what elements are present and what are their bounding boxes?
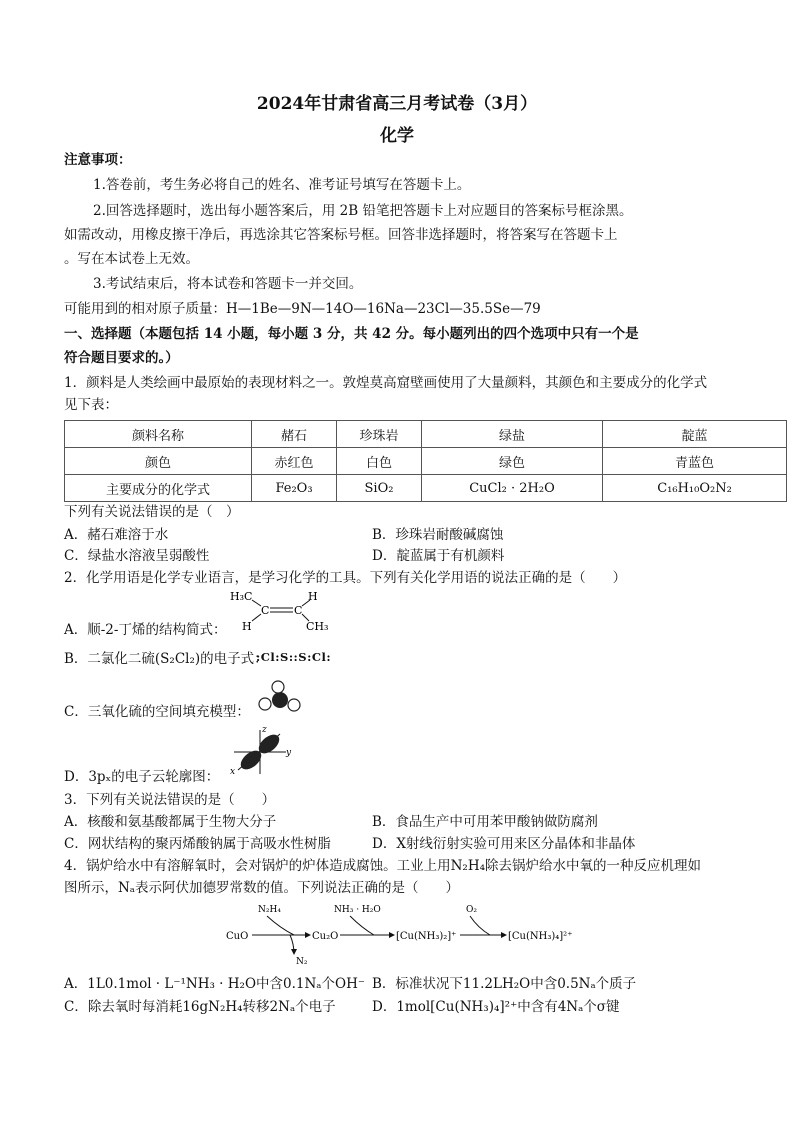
q3-option-c: C．网状结构的聚丙烯酸钠属于高吸水性树脂	[64, 836, 331, 852]
table-cell: 颜色	[65, 448, 252, 475]
s2cl2-electron-formula: :Cl:S::S:Cl:	[256, 650, 332, 664]
axis-label-x: x	[230, 767, 236, 777]
mol-label-c2: C	[294, 604, 303, 617]
pigment-table	[64, 420, 787, 502]
table-cell: 赭石	[252, 421, 337, 448]
q1-option-d: D．靛蓝属于有机颜料	[372, 548, 505, 564]
table-cell: 青蓝色	[603, 448, 787, 475]
reaction-mechanism-diagram	[222, 898, 572, 970]
diagram-nh3h2o: NH₃ · H₂O	[334, 905, 381, 915]
q1-option-b: B．珍珠岩耐酸碱腐蚀	[372, 527, 504, 543]
diagram-n2h4: N₂H₄	[258, 905, 281, 915]
table-row	[65, 475, 787, 502]
atomic-mass-line: 可能用到的相对原子质量：H—1Be—9N—14O—16Na—23Cl—35.5Se—79	[64, 301, 541, 317]
notice-item-1: 1.答卷前，考生务必将自己的姓名、准考证号填写在答题卡上。	[93, 177, 471, 193]
q4-option-b: B．标准状况下11.2LH₂O中含0.5Nₐ个质子	[372, 976, 637, 992]
3px-orbital-diagram	[224, 724, 296, 778]
table-cell: 绿盐	[422, 421, 603, 448]
mol-label-h-left: H	[242, 620, 252, 633]
axis-label-y: y	[286, 748, 292, 758]
diagram-cu2o: Cu₂O	[312, 931, 339, 942]
q1-stem-line-1: 1．颜料是人类绘画中最原始的表现材料之一。敦煌莫高窟壁画使用了大量颜料，其颜色和主要成分的化学式	[64, 375, 708, 391]
notice-heading: 注意事项：	[64, 152, 132, 168]
mol-label-c1: C	[261, 604, 270, 617]
notice-item-2-line-2: 如需改动，用橡皮擦干净后，再选涂其它答案标号框。回答非选择题时，将答案写在答题卡上	[64, 227, 618, 243]
table-cell: C₁₆H₁₀O₂N₂	[603, 475, 787, 502]
mol-label-h3c: H₃C	[230, 590, 253, 603]
q2-stem: 2．化学用语是化学专业语言，是学习化学的工具。下列有关化学用语的说法正确的是（ ）	[64, 570, 627, 586]
table-row	[65, 421, 787, 448]
exam-subject: 化学	[380, 126, 414, 146]
table-cell: 珍珠岩	[337, 421, 422, 448]
diagram-complex-1: [Cu(NH₃)₂]⁺	[396, 931, 457, 942]
table-row	[65, 448, 787, 475]
table-cell: Fe₂O₃	[252, 475, 337, 502]
q3-stem: 3．下列有关说法错误的是（ ）	[64, 792, 276, 808]
section-heading-line-1: 一、选择题（本题包括 14 小题，每小题 3 分，共 42 分。每小题列出的四个选项中只有一个是	[64, 326, 639, 342]
q1-option-a: A．赭石难溶于水	[64, 527, 169, 543]
q4-stem-line-2: 图所示，Nₐ表示阿伏加德罗常数的值。下列说法正确的是（ ）	[64, 880, 460, 896]
table-cell: CuCl₂ · 2H₂O	[422, 475, 603, 502]
exam-title: 2024年甘肃省高三月考试卷（3月）	[256, 94, 538, 114]
q2-option-b: B．二氯化二硫(S₂Cl₂)的电子式：	[64, 651, 268, 667]
q1-question: 下列有关说法错误的是（ ）	[64, 504, 240, 520]
q4-option-d: D．1mol[Cu(NH₃)₄]²⁺中含有4Nₐ个σ键	[372, 999, 620, 1015]
diagram-cuo: CuO	[226, 931, 249, 942]
q3-option-a: A．核酸和氨基酸都属于生物大分子	[64, 814, 277, 830]
mol-label-h-top: H	[308, 590, 318, 603]
table-cell: 赤红色	[252, 448, 337, 475]
q1-stem-line-2: 见下表：	[64, 397, 118, 413]
table-cell: 颜料名称	[65, 421, 252, 448]
q3-option-d: D．X射线衍射实验可用来区分晶体和非晶体	[372, 836, 636, 852]
axis-label-z: z	[262, 725, 267, 735]
q1-option-c: C．绿盐水溶液呈弱酸性	[64, 548, 210, 564]
notice-item-3: 3.考试结束后，将本试卷和答题卡一并交回。	[93, 276, 363, 292]
table-cell: 主要成分的化学式	[65, 475, 252, 502]
mol-label-ch3: CH₃	[306, 620, 329, 633]
diagram-o2: O₂	[466, 905, 477, 915]
section-heading-line-2: 符合题目要求的。）	[64, 350, 179, 366]
diagram-complex-2: [Cu(NH₃)₄]²⁺	[508, 931, 572, 942]
notice-item-2-line-3: 。写在本试卷上无效。	[64, 251, 199, 267]
cis-2-butene-structure	[228, 586, 338, 634]
q4-option-a: A．1L0.1mol · L⁻¹NH₃ · H₂O中含0.1Nₐ个OH⁻	[64, 976, 365, 992]
q4-stem-line-1: 4．锅炉给水中有溶解氧时，会对锅炉的炉体造成腐蚀。工业上用N₂H₄除去锅炉给水中氧的一种反应机理如	[64, 858, 701, 874]
so3-space-filling-model	[254, 680, 306, 716]
table-cell: 白色	[337, 448, 422, 475]
q4-option-c: C．除去氧时每消耗16gN₂H₄转移2Nₐ个电子	[64, 999, 336, 1015]
diagram-n2: N₂	[296, 957, 308, 967]
table-cell: SiO₂	[337, 475, 422, 502]
q2-option-a: A．顺-2-丁烯的结构简式：	[64, 622, 227, 638]
q2-option-d: D．3pₓ的电子云轮廓图：	[64, 769, 220, 785]
table-cell: 绿色	[422, 448, 603, 475]
q2-option-c: C．三氧化硫的空间填充模型：	[64, 704, 250, 720]
q3-option-b: B．食品生产中可用苯甲酸钠做防腐剂	[372, 814, 598, 830]
notice-item-2-line-1: 2.回答选择题时，选出每小题答案后，用 2B 铅笔把答题卡上对应题目的答案标号框涂黑。	[93, 203, 633, 219]
table-cell: 靛蓝	[603, 421, 787, 448]
